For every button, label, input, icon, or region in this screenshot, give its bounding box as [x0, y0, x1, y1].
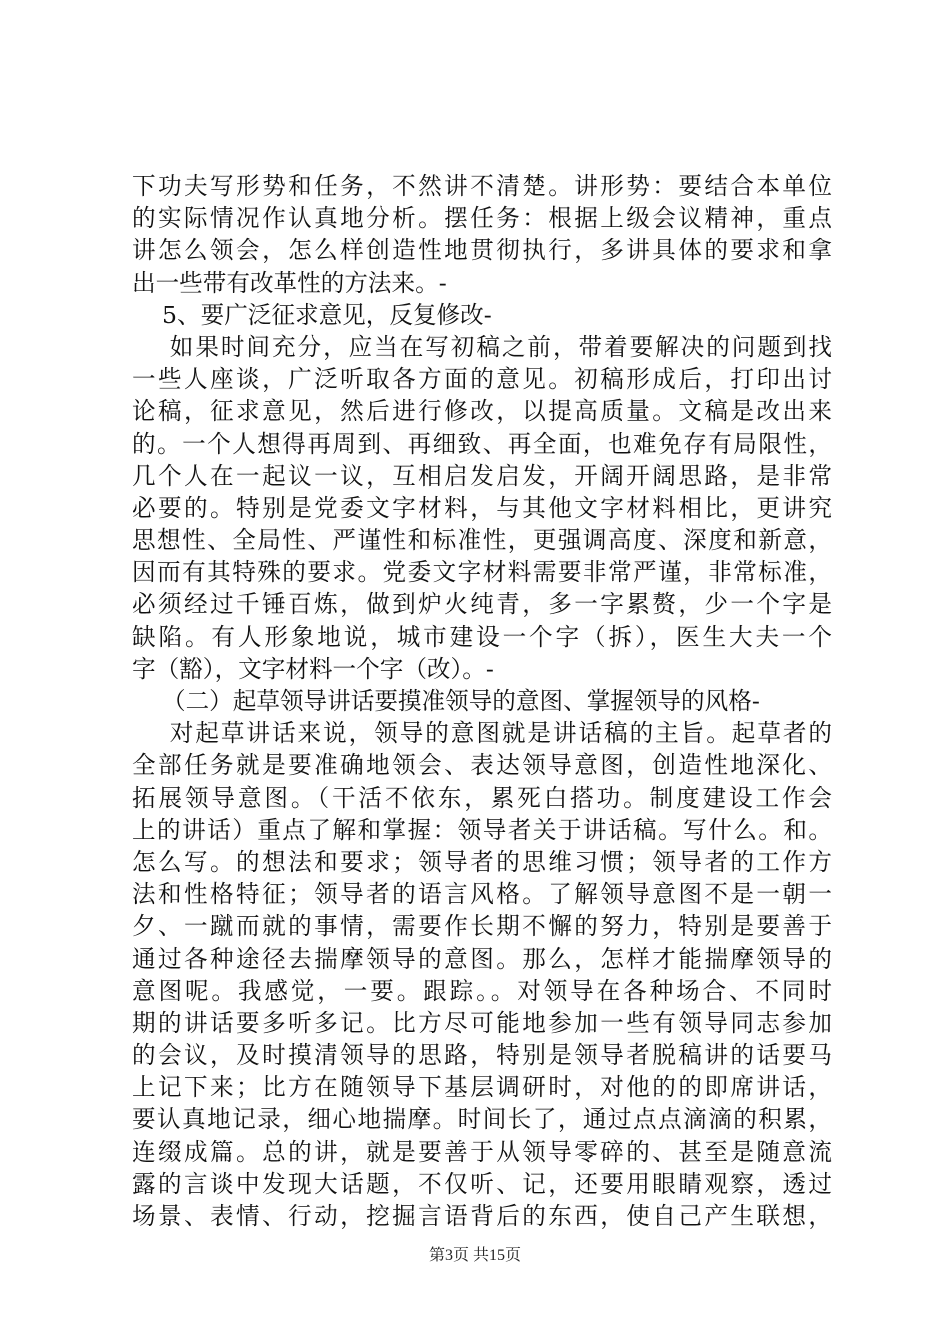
text-line: 拓展领导意图。（干活不依东，累死白搭功。制度建设工作会	[132, 783, 832, 812]
text-line: 一些人座谈，广泛听取各方面的意见。初稿形成后，打印出讨	[132, 365, 832, 394]
text-line: 字（豁），文字材料一个字（改）。-	[132, 654, 494, 683]
text-line: 论稿，征求意见，然后进行修改，以提高质量。文稿是改出来	[132, 397, 832, 426]
text-line: 场景、表情、行动，挖掘言语背后的东西，使自己产生联想，	[132, 1202, 832, 1230]
text-line: 几个人在一起议一议，互相启发启发，开阔开阔思路，是非常	[132, 461, 832, 490]
text-line: 因而有其特殊的要求。党委文字材料需要非常严谨，非常标准，	[132, 558, 832, 587]
body-text	[132, 170, 832, 1232]
text-line: 上记下来；比方在随领导下基层调研时，对他的的即席讲话，	[132, 1073, 832, 1102]
text-line: 上的讲话）重点了解和掌握：领导者关于讲话稿。写什么。和。	[132, 815, 832, 844]
text-line: 夕、一蹴而就的事情，需要作长期不懈的努力，特别是要善于	[132, 912, 832, 941]
text-line: 思想性、全局性、严谨性和标准性，更强调高度、深度和新意，	[132, 526, 832, 555]
text-line: 的会议，及时摸清领导的思路，特别是领导者脱稿讲的话要马	[132, 1041, 832, 1070]
text-line: 意图呢。我感觉，一要。跟踪。。对领导在各种场合、不同时	[132, 976, 832, 1005]
text-line: 通过各种途径去揣摩领导的意图。那么，怎样才能揣摩领导的	[132, 944, 832, 973]
text-line: 要认真地记录，细心地揣摩。时间长了，通过点点滴滴的积累，	[132, 1105, 832, 1134]
text-line: 怎么写。的想法和要求；领导者的思维习惯；领导者的工作方	[132, 847, 832, 876]
text-line: 出一些带有改革性的方法来。-	[132, 268, 447, 297]
text-line: 下功夫写形势和任务，不然讲不清楚。讲形势：要结合本单位	[132, 172, 832, 200]
text-line: 连缀成篇。总的讲，就是要善于从领导零碎的、甚至是随意流	[132, 1137, 832, 1166]
text-line: 讲怎么领会，怎么样创造性地贯彻执行，多讲具体的要求和拿	[132, 236, 832, 265]
text-line: 期的讲话要多听多记。比方尽可能地参加一些有领导同志参加	[132, 1008, 832, 1037]
section-heading: （二）起草领导讲话要摸准领导的意图、掌握领导的风格-	[132, 687, 760, 715]
text-line: 的。一个人想得再周到、再细致、再全面，也难免存有局限性，	[132, 429, 832, 458]
text-line: 露的言谈中发现大话题，不仅听、记，还要用眼睛观察，透过	[132, 1169, 832, 1198]
text-line: 必须经过千锤百炼，做到炉火纯青，多一字累赘，少一个字是	[132, 590, 832, 619]
text-line: 的实际情况作认真地分析。摆任务：根据上级会议精神，重点	[132, 204, 832, 233]
page-footer: 第3页 共15页	[428, 1247, 521, 1264]
text-line: 必要的。特别是党委文字材料，与其他文字材料相比，更讲究	[132, 493, 832, 522]
text-line: 法和性格特征；领导者的语言风格。了解领导意图不是一朝一	[132, 880, 832, 909]
section-heading: 5、要广泛征求意见，反复修改-	[132, 300, 492, 329]
text-line: 全部任务就是要准确地领会、表达领导意图，创造性地深化、	[132, 751, 832, 780]
text-line: 缺陷。有人形象地说，城市建设一个字（拆），医生大夫一个	[132, 622, 832, 651]
text-line: 如果时间充分，应当在写初稿之前，带着要解决的问题到找	[132, 332, 832, 361]
text-line: 对起草讲话来说，领导的意图就是讲话稿的主旨。起草者的	[132, 719, 832, 748]
